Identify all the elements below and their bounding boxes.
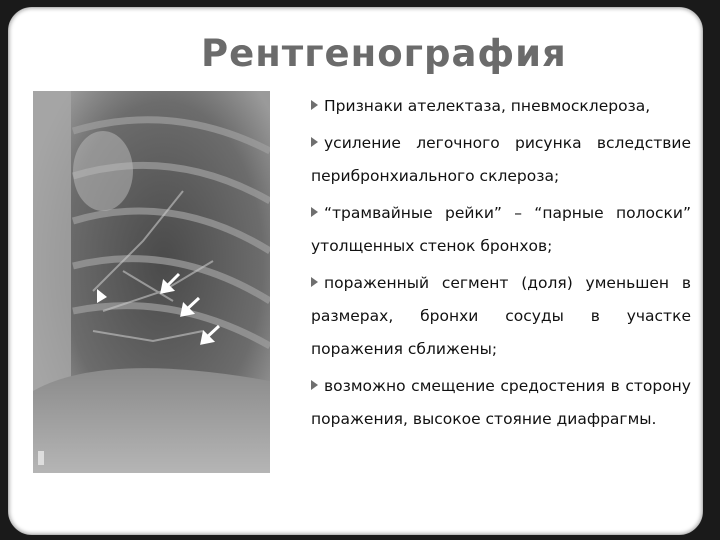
bullet-arrow-icon [311, 207, 318, 217]
bullet-list [311, 90, 691, 440]
bullet-arrow-icon [311, 380, 318, 390]
bullet-item: пораженный сегмент (доля) уменьшен в размерах, бронхи сосуды в участке поражения сближены; [311, 274, 691, 358]
bullet-arrow-icon [311, 137, 318, 147]
bullet-item: усиление легочного рисунка вследствие перибронхиального склероза; [311, 134, 691, 185]
bullet-item: возможно смещение средостения в сторону поражения, высокое стояние диафрагмы. [311, 377, 691, 428]
bullet-item: “трамвайные рейки” – “парные полоски” утолщенных стенок бронхов; [311, 204, 691, 255]
bullet-item: Признаки ателектаза, пневмосклероза, [311, 90, 691, 123]
chest-xray-image [33, 91, 270, 473]
bullet-arrow-icon [311, 100, 318, 110]
slide [8, 7, 703, 535]
slide-title: Рентгенография [201, 32, 567, 75]
bullet-arrow-icon [311, 277, 318, 287]
